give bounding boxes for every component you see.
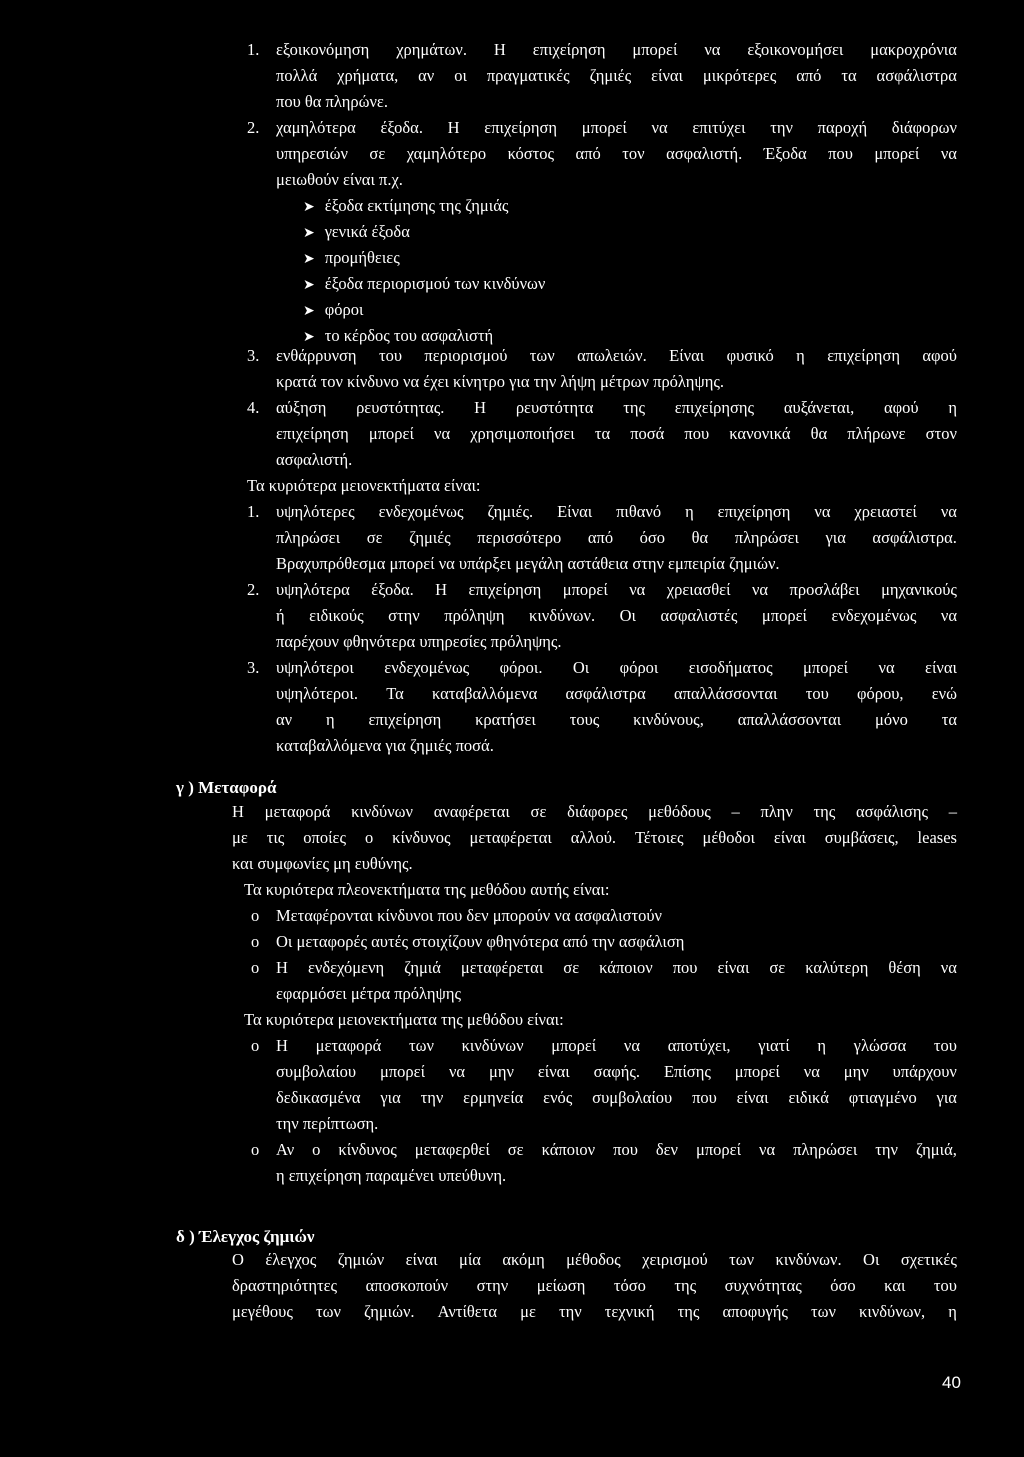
section-heading-transfer: γ ) Μεταφορά xyxy=(176,778,277,797)
bullet-item: ➤ προμήθειες xyxy=(303,248,400,267)
justified-line: ή ειδικούς στην πρόληψη κινδύνων. Οι ασφαλιστές μπορεί ενδεχομένως να xyxy=(276,606,957,625)
bullet-item: ➤ έξοδα περιορισμού των κινδύνων xyxy=(303,274,546,293)
text-line: Μεταφέρονται κίνδυνοι που δεν μπορούν να ασφαλιστούν xyxy=(276,906,662,925)
list-number: 4. xyxy=(247,398,260,417)
circle-marker: o xyxy=(251,906,260,925)
text-line: και συμφωνίες μη ευθύνης. xyxy=(232,854,413,873)
justified-line: αύξηση ρευστότητας. Η ρευστότητα της επιχείρησης αυξάνεται, αφού η xyxy=(276,398,957,417)
text-line: καταβαλλόμενα για ζημιές ποσά. xyxy=(276,736,494,755)
list-number: 3. xyxy=(247,346,260,365)
arrow-bullet-icon: ➤ xyxy=(303,329,315,345)
list-number: 1. xyxy=(247,40,260,59)
arrow-bullet-icon: ➤ xyxy=(303,225,315,241)
list-number: 3. xyxy=(247,658,260,677)
text-line: Βραχυπρόθεσμα μπορεί να υπάρξει μεγάλη αστάθεια στην εμπειρία ζημιών. xyxy=(276,554,780,573)
bullet-item: ➤ γενικά έξοδα xyxy=(303,222,410,241)
list-number: 2. xyxy=(247,580,260,599)
arrow-bullet-icon: ➤ xyxy=(303,277,315,293)
justified-line: Αν ο κίνδυνος μεταφερθεί σε κάποιον που δεν μπορεί να πληρώσει την ζημιά, xyxy=(276,1140,957,1159)
text-line: Οι μεταφορές αυτές στοιχίζουν φθηνότερα από την ασφάλιση xyxy=(276,932,685,951)
section-heading-loss-control: δ ) Έλεγχος ζημιών xyxy=(176,1227,315,1246)
page-number: 40 xyxy=(942,1373,961,1392)
circle-marker: o xyxy=(251,958,260,977)
justified-line: Η ενδεχόμενη ζημιά μεταφέρεται σε κάποιον που είναι σε καλύτερη θέση να xyxy=(276,958,957,977)
justified-line: υψηλότερα έξοδα. Η επιχείρηση μπορεί να χρειασθεί να προσλάβει μηχανικούς xyxy=(276,580,957,599)
text-line: την περίπτωση. xyxy=(276,1114,379,1133)
justified-line: πληρώσει σε ζημιές περισσότερο από όσο θα πληρώσει για ασφάλιστρα. xyxy=(276,528,957,547)
justified-line: συμβολαίου μπορεί να μην είναι σαφής. Επίσης μπορεί να μην υπάρχουν xyxy=(276,1062,957,1081)
text-line: η επιχείρηση παραμένει υπεύθυνη. xyxy=(276,1166,507,1185)
justified-line: δραστηριότητες αποσκοπούν στην μείωση τόσο της συχνότητας όσο και του xyxy=(232,1276,957,1295)
justified-line: δεδικασμένα για την ερμηνεία ενός συμβολαίου που είναι ειδικά φτιαγμένο για xyxy=(276,1088,957,1107)
justified-line: πολλά χρήματα, αν οι πραγματικές ζημιές είναι μικρότερες από τα ασφάλιστρα xyxy=(276,66,957,85)
justified-line: υψηλότεροι. Τα καταβαλλόμενα ασφάλιστρα απαλλάσσονται του φόρου, ενώ xyxy=(276,684,957,703)
text-line: μειωθούν είναι π.χ. xyxy=(276,170,403,189)
justified-line: Η μεταφορά κινδύνων αναφέρεται σε διάφορες μεθόδους – πλην της ασφάλισης – xyxy=(232,802,957,821)
justified-line: επιχείρηση μπορεί να χρησιμοποιήσει τα ποσά που κανονικά θα πλήρωνε στον xyxy=(276,424,957,443)
bullet-item: ➤ φόροι xyxy=(303,300,364,319)
arrow-bullet-icon: ➤ xyxy=(303,251,315,267)
text-line: κρατά τον κίνδυνο να έχει κίνητρο για την λήψη μέτρων πρόληψης. xyxy=(276,372,725,391)
justified-line: μεγέθους των ζημιών. Αντίθετα με την τεχνική της αποφυγής των κινδύνων, η xyxy=(232,1302,957,1321)
text-line: εφαρμόσει μέτρα πρόληψης xyxy=(276,984,462,1003)
bullet-item: ➤ το κέρδος του ασφαλιστή xyxy=(303,326,494,345)
justified-line: αν η επιχείρηση κρατήσει τους κινδύνους, απαλλάσσονται μόνο τα xyxy=(276,710,957,729)
bullet-item: ➤ έξοδα εκτίμησης της ζημιάς xyxy=(303,196,509,215)
list-number: 2. xyxy=(247,118,260,137)
arrow-bullet-icon: ➤ xyxy=(303,199,315,215)
subheading: Τα κυριότερα πλεονεκτήματα της μεθόδου αυτής είναι: xyxy=(244,880,610,899)
text-line: παρέχουν φθηνότερα υπηρεσίες πρόληψης. xyxy=(276,632,562,651)
list-number: 1. xyxy=(247,502,260,521)
justified-line: χαμηλότερα έξοδα. Η επιχείρηση μπορεί να επιτύχει την παροχή διάφορων xyxy=(276,118,957,137)
justified-line: Ο έλεγχος ζημιών είναι μία ακόμη μέθοδος χειρισμού των κινδύνων. Οι σχετικές xyxy=(232,1250,957,1269)
justified-line: με τις οποίες ο κίνδυνος μεταφέρεται αλλού. Τέτοιες μέθοδοι είναι συμβάσεις, leases xyxy=(232,828,957,847)
arrow-bullet-icon: ➤ xyxy=(303,303,315,319)
text-line: που θα πληρώνε. xyxy=(276,92,388,111)
justified-line: ενθάρρυνση του περιορισμού των απωλειών. Είναι φυσικό η επιχείρηση αφού xyxy=(276,346,957,365)
circle-marker: o xyxy=(251,1140,260,1159)
justified-line: Η μεταφορά των κινδύνων μπορεί να αποτύχει, γιατί η γλώσσα του xyxy=(276,1036,957,1055)
justified-line: υψηλότεροι ενδεχομένως φόροι. Οι φόροι εισοδήματος μπορεί να είναι xyxy=(276,658,957,677)
justified-line: υψηλότερες ενδεχομένως ζημιές. Είναι πιθανό η επιχείρηση να χρειαστεί να xyxy=(276,502,957,521)
text-line: ασφαλιστή. xyxy=(276,450,353,469)
subheading: Τα κυριότερα μειονεκτήματα είναι: xyxy=(247,476,481,495)
circle-marker: o xyxy=(251,932,260,951)
justified-line: υπηρεσιών σε χαμηλότερο κόστος από τον ασφαλιστή. Έξοδα που μπορεί να xyxy=(276,144,957,163)
subheading: Τα κυριότερα μειονεκτήματα της μεθόδου είναι: xyxy=(244,1010,564,1029)
justified-line: εξοικονόμηση χρημάτων. Η επιχείρηση μπορεί να εξοικονομήσει μακροχρόνια xyxy=(276,40,957,59)
circle-marker: o xyxy=(251,1036,260,1055)
